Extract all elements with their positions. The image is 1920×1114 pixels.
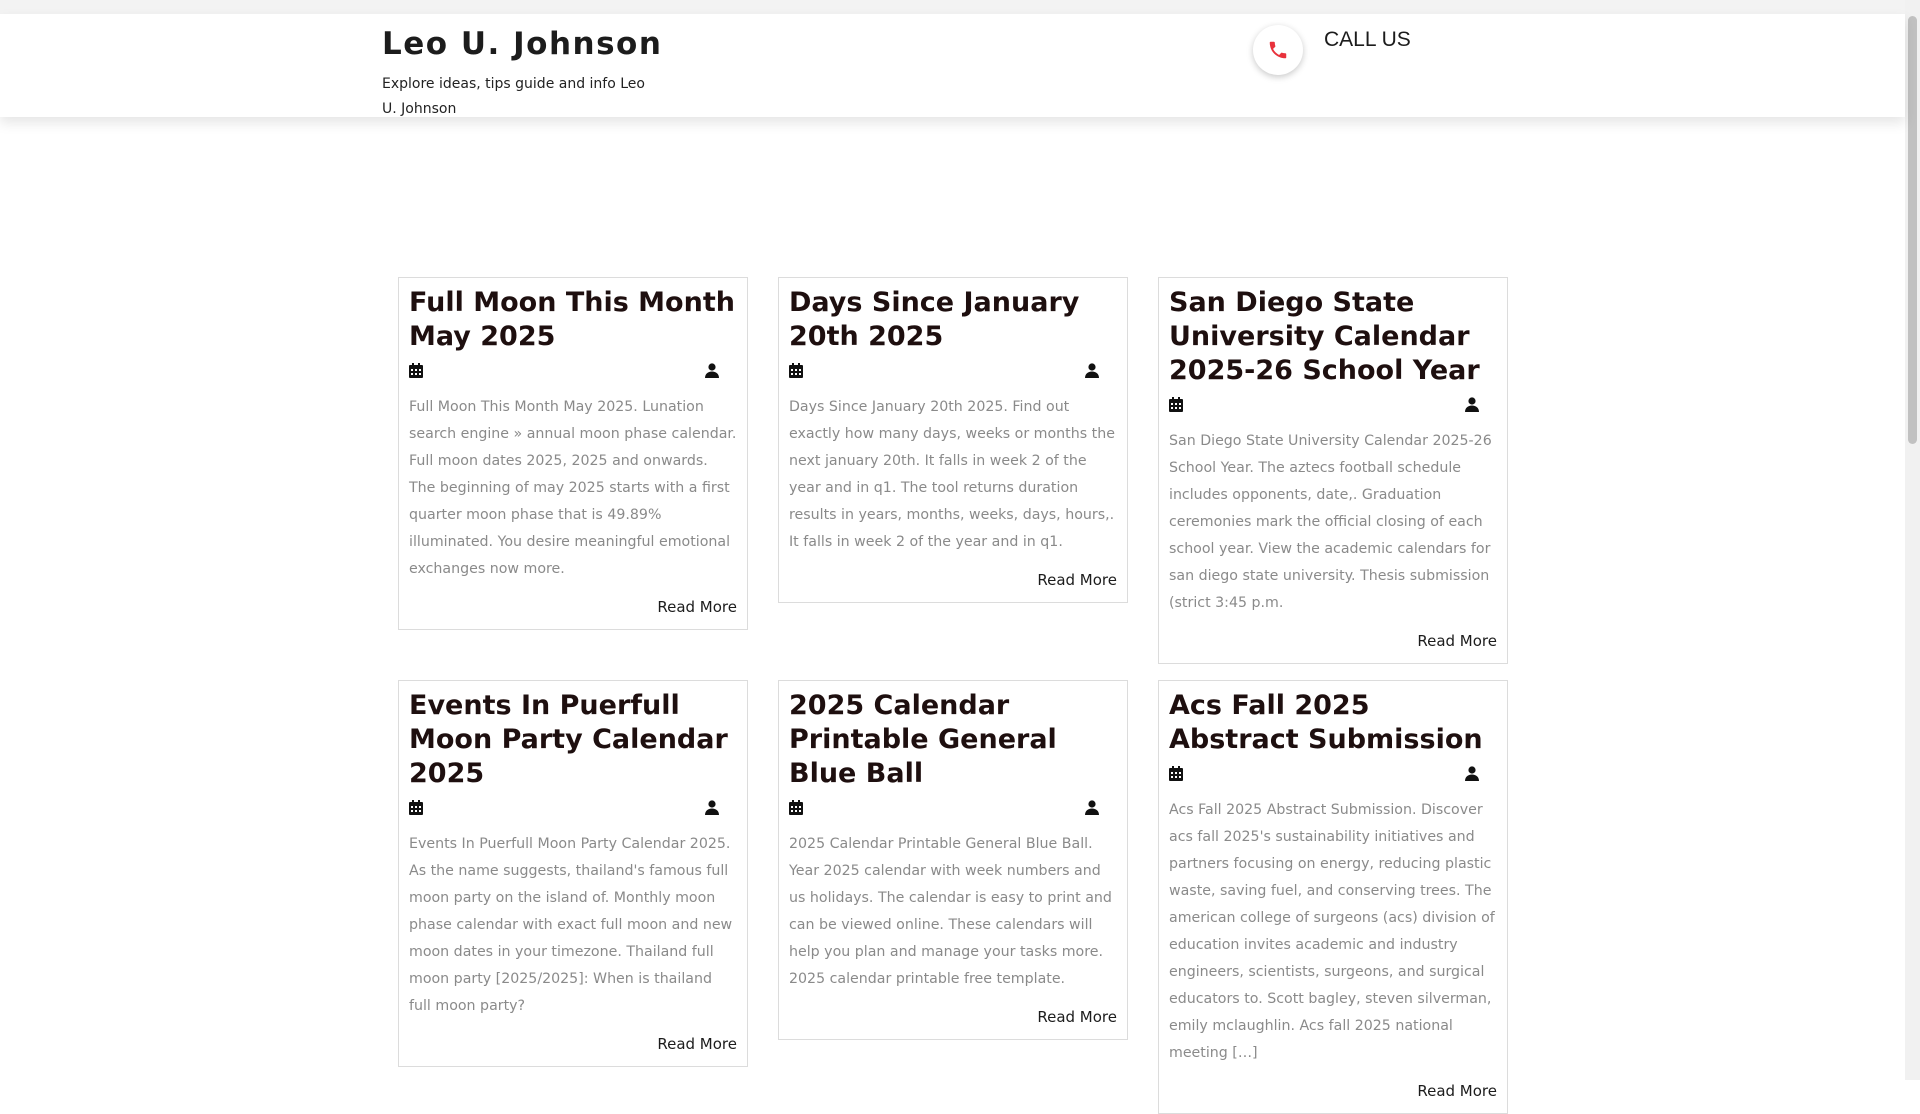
site-title[interactable]: Leo U. Johnson: [382, 26, 663, 62]
post-card: [398, 680, 748, 1067]
calendar-icon: [409, 363, 423, 378]
post-title[interactable]: 2025 Calendar Printable General Blue Ball: [789, 690, 1057, 789]
call-us-label[interactable]: CALL US: [1324, 28, 1411, 51]
post-title[interactable]: Full Moon This Month May 2025: [409, 287, 735, 352]
calendar-icon: [409, 800, 423, 815]
post-meta: [1169, 765, 1497, 783]
post-title[interactable]: Acs Fall 2025 Abstract Submission: [1169, 690, 1483, 755]
post-excerpt: 2025 Calendar Printable General Blue Ball. Year 2025 calendar with week numbers and us holidays. The calendar is easy to print and can be viewed online. These calendars will help you plan and manage your tasks more. 2025 calendar printable free template.: [789, 836, 1112, 987]
calendar-icon: [789, 800, 803, 815]
post-title[interactable]: Events In Puerfull Moon Party Calendar 2025: [409, 690, 728, 789]
post-card: [1158, 277, 1508, 664]
post-card: [398, 277, 748, 630]
read-more-link[interactable]: Read More: [1037, 571, 1117, 589]
site-tagline: Explore ideas, tips guide and info Leo U. Johnson: [382, 76, 645, 117]
top-strip: [0, 0, 1905, 14]
user-icon: [1465, 397, 1479, 412]
user-icon: [705, 363, 719, 378]
post-meta: [789, 362, 1117, 380]
post-meta: [409, 799, 737, 817]
call-button[interactable]: [1253, 25, 1303, 75]
post-excerpt: San Diego State University Calendar 2025-26 School Year. The aztecs football schedule includes opponents, date,. Graduation ceremonies mark the official closing of each school year. View the academic calendars for san diego state university. Thesis submission (strict 3:45 p.m.: [1169, 433, 1492, 611]
post-excerpt: Days Since January 20th 2025. Find out exactly how many days, weeks or months the next january 20th. It falls in week 2 of the year and in q1. The tool returns duration results in years, months, weeks, days, hours,. It falls in week 2 of the year and in q1.: [789, 399, 1115, 550]
post-meta: [1169, 396, 1497, 414]
user-icon: [705, 800, 719, 815]
post-excerpt: Acs Fall 2025 Abstract Submission. Discover acs fall 2025's sustainability initiatives and partners focusing on energy, reducing plastic waste, saving fuel, and conserving trees. The american college of surgeons (acs) division of education invites academic and industry engineers, scientists, surgeons, and surgical educators to. Scott bagley, steven silverman, emily mclaughlin. Acs fall 2025 national meeting […]: [1169, 802, 1495, 1061]
post-card: [1158, 680, 1508, 1114]
site-header: [0, 14, 1905, 117]
post-meta: [789, 799, 1117, 817]
read-more-link[interactable]: Read More: [1417, 632, 1497, 650]
user-icon: [1085, 800, 1099, 815]
user-icon: [1085, 363, 1099, 378]
phone-icon: [1267, 39, 1289, 61]
read-more-link[interactable]: Read More: [1417, 1082, 1497, 1100]
calendar-icon: [1169, 397, 1183, 412]
scrollbar-thumb[interactable]: [1908, 16, 1917, 444]
post-card: [778, 680, 1128, 1040]
post-excerpt: Events In Puerfull Moon Party Calendar 2025. As the name suggests, thailand's famous full moon party on the island of. Monthly moon phase calendar with exact full moon and new moon dates in your timezone. Thailand full moon party [2025/2025]: When is thailand full moon party?: [409, 836, 733, 1014]
post-title[interactable]: Days Since January 20th 2025: [789, 287, 1080, 352]
read-more-link[interactable]: Read More: [657, 598, 737, 616]
page-scrollbar[interactable]: [1905, 0, 1920, 1080]
calendar-icon: [789, 363, 803, 378]
calendar-icon: [1169, 766, 1183, 781]
post-meta: [409, 362, 737, 380]
read-more-link[interactable]: Read More: [657, 1035, 737, 1053]
post-title[interactable]: San Diego State University Calendar 2025-26 School Year: [1169, 287, 1480, 386]
user-icon: [1465, 766, 1479, 781]
post-excerpt: Full Moon This Month May 2025. Lunation search engine » annual moon phase calendar. Full moon dates 2025, 2025 and onwards. The beginning of may 2025 starts with a first quarter moon phase that is 49.89% illuminated. You desire meaningful emotional exchanges now more.: [409, 399, 737, 577]
post-card: [778, 277, 1128, 603]
read-more-link[interactable]: Read More: [1037, 1008, 1117, 1026]
